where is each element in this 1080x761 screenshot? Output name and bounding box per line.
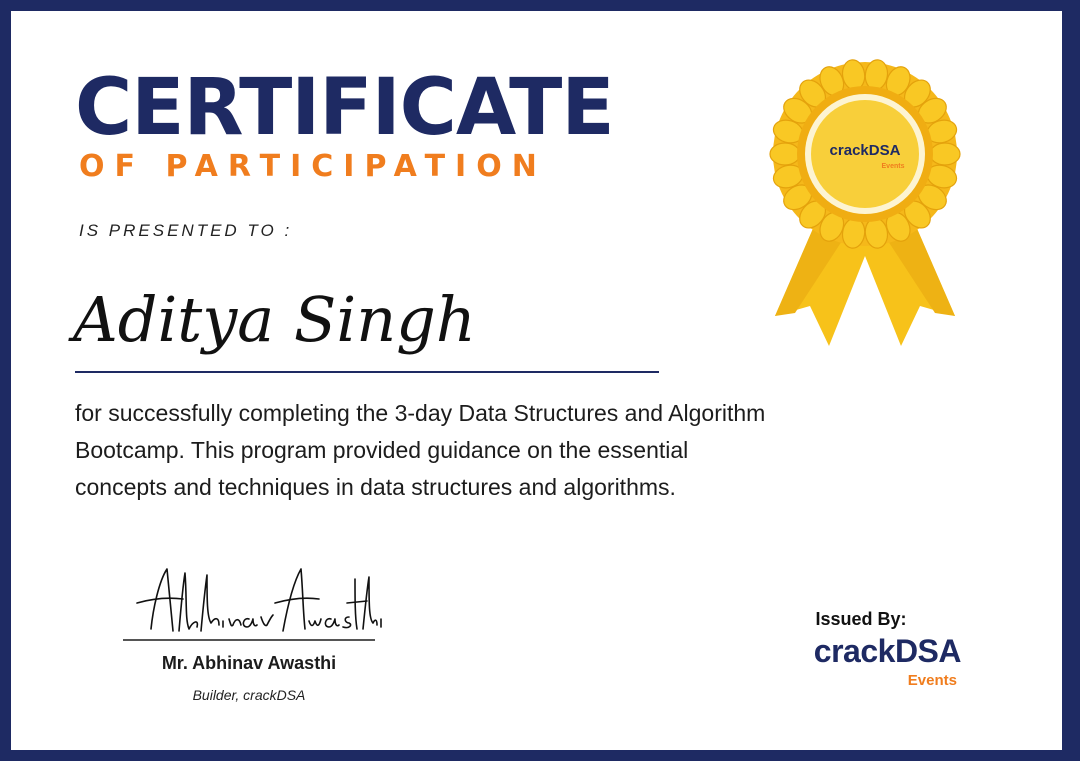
rosette-petal bbox=[770, 143, 800, 165]
badge-sub-text: Events bbox=[881, 163, 905, 170]
recipient-name: Aditya Singh bbox=[73, 283, 476, 356]
certificate-paper bbox=[11, 11, 1062, 750]
presented-to-label: IS PRESENTED TO : bbox=[79, 221, 293, 240]
recipient-underline bbox=[75, 371, 659, 373]
issuer-logo-subtext: Events bbox=[907, 672, 957, 689]
issued-by-label: Issued By: bbox=[815, 609, 907, 629]
signatory-role: Builder, crackDSA bbox=[192, 687, 306, 703]
certificate-title: CERTIFICATE bbox=[75, 63, 614, 153]
signature-image bbox=[123, 559, 383, 641]
rosette-petal bbox=[930, 143, 960, 165]
signature-line bbox=[123, 639, 375, 641]
signatory-name: Mr. Abhinav Awasthi bbox=[161, 653, 337, 673]
certificate-description: for successfully completing the 3-day Data Structures and Algorithm Bootcamp. This program provided guidance on the essential concepts and techniques in data structures and algorithms. bbox=[75, 400, 766, 500]
badge-brand-text: crackDSA bbox=[829, 142, 901, 159]
certificate-subtitle: OF PARTICIPATION bbox=[79, 149, 547, 184]
award-rosette-icon bbox=[755, 51, 975, 351]
issuer-logo-text: crackDSA bbox=[813, 633, 961, 669]
